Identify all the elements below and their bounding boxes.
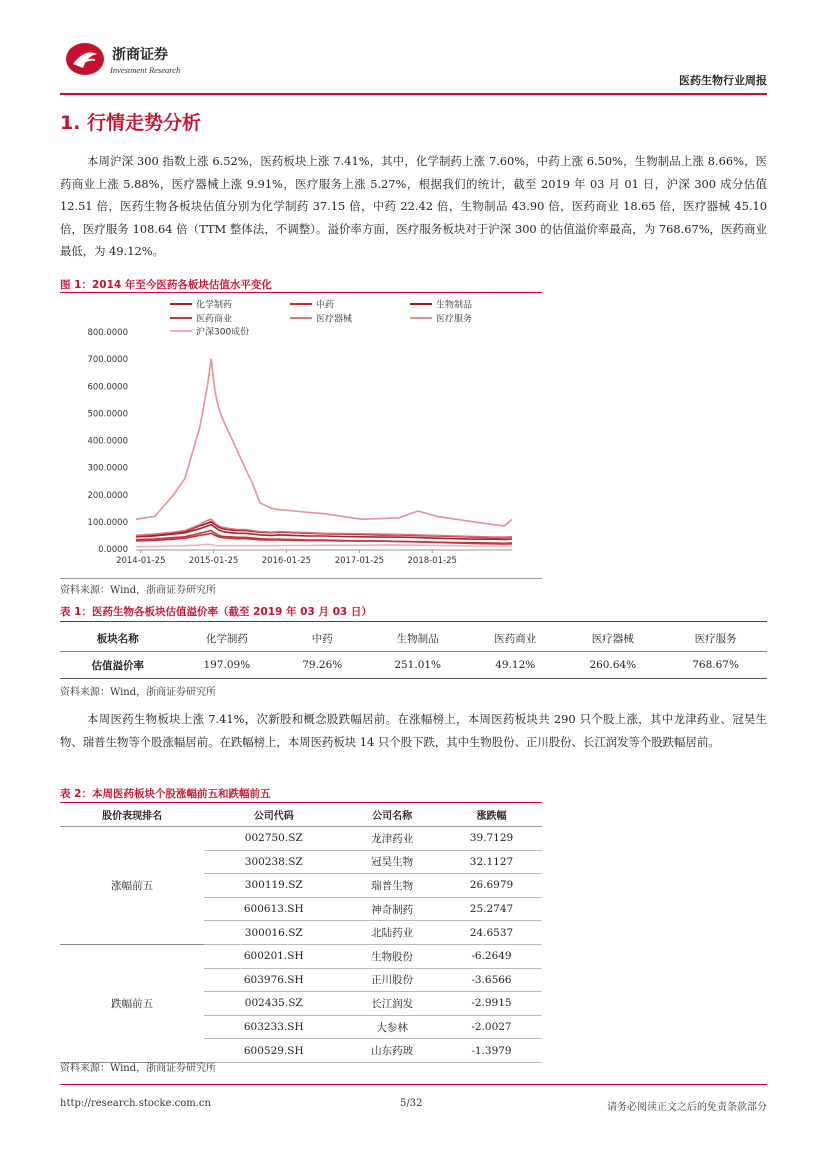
figure1-bottom-rule [60, 578, 542, 579]
stock-change: 24.6537 [441, 921, 542, 945]
header-divider [60, 93, 767, 95]
legend-label: 生物制品 [436, 300, 473, 311]
table1-header-label: 板块名称 [96, 632, 139, 645]
stock-name: 瑞普生物 [343, 874, 441, 898]
stock-name: 神奇制药 [343, 897, 441, 921]
valuation-line-chart [60, 294, 542, 577]
y-tick-label: 700.0000 [87, 355, 128, 366]
stock-name: 龙津药业 [343, 827, 441, 851]
stock-change: -2.0027 [441, 1015, 542, 1039]
stock-change: 26.6979 [441, 874, 542, 898]
footer-disclaimer: 请务必阅读正文之后的免责条款部分 [607, 1102, 767, 1113]
group-label-losers: 跌幅前五 [60, 944, 204, 1062]
stock-code: 600201.SH [204, 944, 343, 968]
stock-change: 32.1127 [441, 850, 542, 874]
stock-code: 600613.SH [204, 897, 343, 921]
stock-code: 300119.SZ [204, 874, 343, 898]
table2-source: 资料来源：Wind，浙商证券研究所 [60, 1063, 217, 1074]
y-tick-label: 400.0000 [87, 436, 128, 447]
figure1-source: 资料来源：Wind，浙商证券研究所 [60, 585, 217, 596]
table1-col: 中药 [311, 632, 333, 645]
table2-header: 涨跌幅 [441, 803, 542, 827]
table1-col: 生物制品 [396, 632, 439, 645]
stock-name: 长江润发 [343, 992, 441, 1016]
series-line [136, 544, 512, 546]
table1-header-row [60, 625, 767, 652]
table2-header-row [60, 803, 542, 827]
stock-name: 北陆药业 [343, 921, 441, 945]
table-row [60, 944, 542, 968]
company-logo [65, 42, 105, 76]
stock-change: -2.9915 [441, 992, 542, 1016]
legend-label: 医药商业 [196, 314, 233, 325]
legend-label: 沪深300成份 [196, 327, 250, 338]
stock-code: 002750.SZ [204, 827, 343, 851]
table1-value: 197.09% [203, 659, 251, 671]
table1-col: 医疗服务 [694, 632, 737, 645]
paragraph-market-summary: 本周沪深 300 指数上涨 6.52%，医药板块上涨 7.41%，其中，化学制药上涨 7.60%，中药上涨 6.50%，生物制品上涨 8.66%，医药商业上涨 5.88%，医疗器械上涨 9.91%，医疗服务上涨 5.27%，根据我们的统计，截至 2019 年 03 月 01 日，沪深 300 成分估值 12.51 倍，医药生物各板块估值分别为化学制药 37.15 倍，中药 22.42 倍，生物制品 43.90 倍，医药商业 18.65 倍，医疗器械 45.10 倍，医疗服务 108.64 倍（TTM 整体法，不调整）。溢价率方面，医疗服务板块对于沪深 300 的估值溢价率最高，为 768.67%，医药商业最低，为 49.12%。 [60, 154, 767, 258]
stock-change: -1.3979 [441, 1039, 542, 1063]
footer-divider [60, 1084, 767, 1085]
logo-en-text: Investment Research [110, 65, 181, 75]
stock-code: 300016.SZ [204, 921, 343, 945]
table1-top-rule [60, 621, 767, 622]
legend-label: 医疗器械 [316, 314, 353, 325]
y-tick-label: 200.0000 [87, 490, 128, 501]
y-tick-label: 800.0000 [87, 328, 128, 338]
table1-row-label: 估值溢价率 [91, 659, 144, 672]
paragraph-stock-movers: 本周医药生物板块上涨 7.41%，次新股和概念股跌幅居前。在涨幅榜上，本周医药板块共 290 只个股上涨，其中龙津药业、冠昊生物、瑞普生物等个股涨幅居前。在跌幅榜上，本周医药板块 14 只个股下跌，其中生物股份、正川股份、长江润发等个股跌幅居前。 [60, 712, 767, 749]
y-tick-label: 0.0000 [98, 545, 128, 555]
table1-bottom-rule [60, 678, 767, 679]
y-tick-label: 500.0000 [87, 409, 128, 420]
page-number: 5/32 [400, 1098, 423, 1109]
stock-name: 正川股份 [343, 968, 441, 992]
valuation-premium-table [60, 625, 767, 678]
table1-col: 医疗器械 [591, 632, 634, 645]
stock-change: -6.2649 [441, 944, 542, 968]
table1-value-row [60, 652, 767, 679]
section-title: 1. 行情走势分析 [60, 112, 202, 134]
report-title: 医药生物行业周报 [679, 74, 767, 87]
legend-label: 化学制药 [196, 300, 233, 311]
stock-code: 603976.SH [204, 968, 343, 992]
x-tick-label: 2016-01-25 [261, 556, 312, 566]
x-tick-label: 2018-01-25 [407, 556, 457, 566]
top-movers-table [60, 803, 542, 1063]
table-row [60, 827, 542, 851]
y-tick-label: 100.0000 [87, 517, 128, 528]
group-label-gainers: 涨幅前五 [60, 827, 204, 945]
table1-col: 医药商业 [494, 632, 537, 645]
stock-name: 大参林 [343, 1015, 441, 1039]
table2-caption: 表 2：本周医药板块个股涨幅前五和跌幅前五 [60, 788, 271, 800]
stock-code: 002435.SZ [204, 992, 343, 1016]
stock-change: 25.2747 [441, 897, 542, 921]
legend-label: 医疗服务 [436, 314, 473, 325]
table1-source: 资料来源：Wind，浙商证券研究所 [60, 687, 217, 698]
table1-value: 79.26% [302, 659, 343, 671]
figure1-caption: 图 1：2014 年至今医药各板块估值水平变化 [60, 279, 272, 291]
table1-caption: 表 1：医药生物各板块估值溢价率（截至 2019 年 03 月 03 日） [60, 606, 372, 618]
table1-value: 768.67% [692, 659, 739, 671]
x-tick-label: 2017-01-25 [334, 556, 385, 566]
stock-change: -3.6566 [441, 968, 542, 992]
stock-code: 600529.SH [204, 1039, 343, 1063]
y-tick-label: 300.0000 [87, 463, 128, 474]
table1-col: 化学制药 [205, 632, 248, 645]
stock-change: 39.7129 [441, 827, 542, 851]
stock-name: 山东药玻 [343, 1039, 441, 1063]
table2-header: 股价表现排名 [60, 803, 204, 827]
stock-code: 300238.SZ [204, 850, 343, 874]
table2-header: 公司名称 [343, 803, 441, 827]
stock-code: 603233.SH [204, 1015, 343, 1039]
footer-url[interactable]: http://research.stocke.com.cn [60, 1098, 211, 1109]
x-tick-label: 2015-01-25 [188, 556, 239, 566]
figure1-top-rule [60, 292, 542, 293]
logo-cn-text: 浙商证券 [112, 47, 168, 63]
table1-value: 49.12% [495, 659, 536, 671]
table1-value: 251.01% [394, 659, 442, 671]
x-tick-label: 2014-01-25 [116, 556, 166, 566]
stock-name: 生物股份 [343, 944, 441, 968]
y-tick-label: 600.0000 [87, 382, 128, 393]
legend-label: 中药 [316, 300, 335, 311]
stock-name: 冠昊生物 [343, 850, 441, 874]
table1-value: 260.64% [589, 659, 637, 671]
table2-header: 公司代码 [204, 803, 343, 827]
series-line [136, 359, 512, 526]
